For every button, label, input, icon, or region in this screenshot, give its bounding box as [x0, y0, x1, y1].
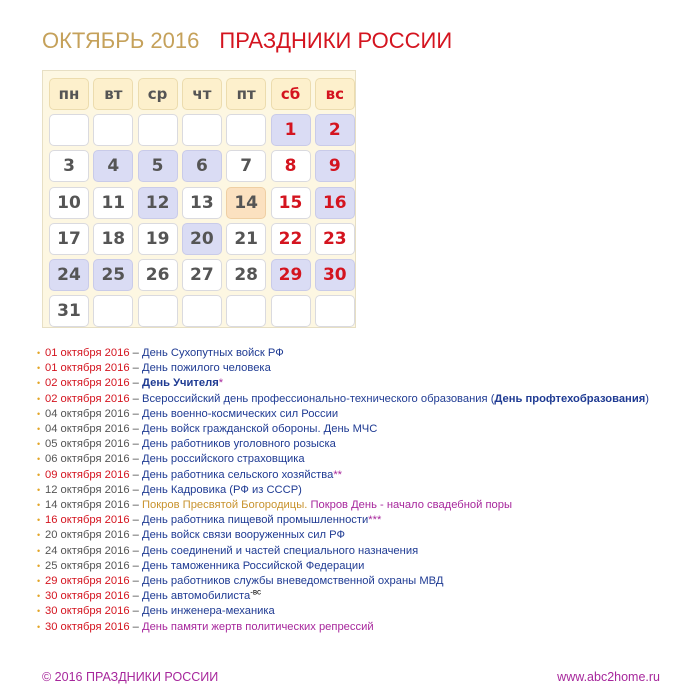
holiday-date: 02 октября 2016 — [45, 377, 130, 390]
holiday-date: 05 октября 2016 — [45, 438, 130, 451]
bullet-icon: • — [37, 348, 41, 358]
separator-dash: – — [132, 483, 139, 496]
calendar-day[interactable]: 3 — [49, 150, 89, 182]
separator-dash: – — [132, 407, 139, 420]
footer-copyright: © 2016 ПРАЗДНИКИ РОССИИ — [42, 670, 219, 684]
list-item — [37, 559, 677, 574]
holiday-date: 02 октября 2016 — [45, 392, 130, 405]
holiday-date: 25 октября 2016 — [45, 559, 130, 572]
calendar-grid — [42, 70, 356, 328]
holiday-date: 30 октября 2016 — [45, 605, 130, 618]
bullet-icon: • — [37, 378, 41, 389]
holiday-name: День российского страховщика — [142, 453, 305, 466]
calendar-empty-cell — [226, 114, 266, 146]
bullet-icon: • — [37, 621, 41, 632]
weekday-header: пн — [49, 78, 89, 110]
bullet-icon: • — [37, 606, 41, 617]
weekday-header: ср — [138, 78, 178, 110]
list-item — [37, 452, 677, 467]
calendar-day[interactable]: 4 — [93, 150, 133, 182]
calendar-day[interactable]: 8 — [271, 150, 311, 182]
bullet-icon: • — [37, 530, 41, 541]
calendar-day[interactable]: 20 — [182, 223, 222, 255]
calendar-day[interactable]: 16 — [315, 187, 355, 219]
holiday-name: День войск связи вооруженных сил РФ — [142, 529, 345, 542]
holiday-name: * — [218, 377, 224, 390]
bullet-icon: • — [37, 591, 41, 602]
calendar-day[interactable]: 29 — [271, 259, 311, 291]
holiday-name: День памяти жертв политических репрессий — [142, 620, 374, 633]
separator-dash: – — [132, 423, 139, 436]
list-item — [37, 376, 677, 391]
calendar-day[interactable]: 31 — [49, 295, 89, 327]
calendar-day[interactable]: 27 — [182, 259, 222, 291]
footer-site-link[interactable]: www.abc2home.ru — [557, 670, 660, 684]
calendar-empty-cell — [93, 114, 133, 146]
holiday-date: 12 октября 2016 — [45, 483, 130, 496]
list-item — [37, 544, 677, 559]
calendar-day[interactable]: 24 — [49, 259, 89, 291]
list-item — [37, 483, 677, 498]
holiday-name: День профтехобразования — [494, 392, 646, 405]
holiday-name: День автомобилиста — [142, 590, 251, 603]
holiday-list — [37, 346, 677, 635]
list-item — [37, 589, 677, 604]
holiday-date: 09 октября 2016 — [45, 468, 130, 481]
holiday-name: Всероссийский день профессионально-технического образования ( — [142, 392, 495, 405]
bullet-icon: • — [37, 484, 41, 495]
bullet-icon: • — [37, 469, 41, 480]
calendar-day[interactable]: 2 — [315, 114, 355, 146]
holiday-date: 06 октября 2016 — [45, 453, 130, 466]
holiday-date: 24 октября 2016 — [45, 544, 130, 557]
holiday-date: 04 октября 2016 — [45, 423, 130, 436]
calendar-empty-cell — [315, 295, 355, 327]
holiday-date: 16 октября 2016 — [45, 514, 130, 527]
holiday-name: День военно-космических сил России — [142, 407, 339, 420]
calendar-day[interactable]: 12 — [138, 187, 178, 219]
calendar-empty-cell — [182, 295, 222, 327]
weekday-header: чт — [182, 78, 222, 110]
holiday-name: ) — [645, 392, 649, 405]
calendar-day[interactable]: 10 — [49, 187, 89, 219]
calendar-empty-cell — [49, 114, 89, 146]
list-item — [37, 528, 677, 543]
separator-dash: – — [132, 544, 139, 557]
list-item — [37, 513, 677, 528]
list-item — [37, 407, 677, 422]
weekday-header: вт — [93, 78, 133, 110]
holiday-name: День таможенника Российской Федерации — [142, 559, 365, 572]
holiday-name: День Учителя — [142, 377, 219, 390]
list-item — [37, 437, 677, 452]
holiday-date: 30 октября 2016 — [45, 590, 130, 603]
separator-dash: – — [132, 438, 139, 451]
calendar-day[interactable]: 25 — [93, 259, 133, 291]
separator-dash: – — [132, 453, 139, 466]
calendar-day[interactable]: 15 — [271, 187, 311, 219]
holiday-name: День работников уголовного розыска — [142, 438, 336, 451]
bullet-icon: • — [37, 576, 41, 587]
holiday-date: 01 октября 2016 — [45, 362, 130, 375]
bullet-icon: • — [37, 439, 41, 450]
holiday-name: День инженера-механика — [142, 605, 275, 618]
holiday-name: -вс — [250, 587, 262, 597]
separator-dash: – — [132, 514, 139, 527]
list-item — [37, 574, 677, 589]
calendar-empty-cell — [138, 295, 178, 327]
separator-dash: – — [132, 529, 139, 542]
calendar-empty-cell — [182, 114, 222, 146]
calendar-day[interactable]: 30 — [315, 259, 355, 291]
list-item — [37, 392, 677, 407]
holiday-name: День Сухопутных войск РФ — [142, 347, 284, 359]
separator-dash: – — [132, 347, 139, 359]
bullet-icon: • — [37, 363, 41, 374]
holiday-name: День соединений и частей специального назначения — [142, 544, 419, 557]
holidays-title: ПРАЗДНИКИ РОССИИ — [219, 28, 453, 53]
holiday-name: День Кадровика (РФ из СССР) — [142, 483, 302, 496]
separator-dash: – — [132, 575, 139, 588]
page-title — [42, 28, 452, 54]
calendar-day[interactable]: 26 — [138, 259, 178, 291]
bullet-icon: • — [37, 545, 41, 556]
holiday-name: День работников службы вневедомственной охраны МВД — [142, 575, 444, 588]
calendar-day[interactable]: 5 — [138, 150, 178, 182]
calendar-day[interactable]: 6 — [182, 150, 222, 182]
calendar-day[interactable]: 7 — [226, 150, 266, 182]
calendar-day[interactable]: 17 — [49, 223, 89, 255]
weekday-header: пт — [226, 78, 266, 110]
calendar-empty-cell — [138, 114, 178, 146]
list-item — [37, 468, 677, 483]
holiday-date: 30 октября 2016 — [45, 620, 130, 633]
calendar-day[interactable]: 19 — [138, 223, 178, 255]
separator-dash: – — [132, 620, 139, 633]
calendar-empty-cell — [226, 295, 266, 327]
calendar-day[interactable]: 22 — [271, 223, 311, 255]
holiday-date: 04 октября 2016 — [45, 407, 130, 420]
calendar-day[interactable]: 28 — [226, 259, 266, 291]
bullet-icon: • — [37, 408, 41, 419]
calendar-empty-cell — [271, 295, 311, 327]
calendar-day[interactable]: 18 — [93, 223, 133, 255]
calendar-day[interactable]: 21 — [226, 223, 266, 255]
holiday-name: Покров День - начало свадебной поры — [307, 499, 513, 512]
list-item — [37, 422, 677, 437]
holiday-name: Покров Пресвятой Богородицы. — [142, 499, 308, 512]
weekday-header: сб — [271, 78, 311, 110]
bullet-icon: • — [37, 424, 41, 435]
calendar-day[interactable]: 23 — [315, 223, 355, 255]
separator-dash: – — [132, 605, 139, 618]
calendar-empty-cell — [93, 295, 133, 327]
holiday-name: День пожилого человека — [142, 362, 271, 375]
holiday-date: 14 октября 2016 — [45, 499, 130, 512]
calendar-day[interactable]: 14 — [226, 187, 266, 219]
separator-dash: – — [132, 392, 139, 405]
holiday-name: *** — [368, 514, 382, 527]
bullet-icon: • — [37, 393, 41, 404]
separator-dash: – — [132, 468, 139, 481]
weekday-header: вс — [315, 78, 355, 110]
holiday-date: 29 октября 2016 — [45, 575, 130, 588]
holiday-name: День работника сельского хозяйства — [142, 468, 334, 481]
separator-dash: – — [132, 362, 139, 375]
list-item — [37, 620, 677, 635]
bullet-icon: • — [37, 500, 41, 511]
calendar-day[interactable]: 1 — [271, 114, 311, 146]
calendar-day[interactable]: 9 — [315, 150, 355, 182]
holiday-date: 01 октября 2016 — [45, 347, 130, 359]
bullet-icon: • — [37, 560, 41, 571]
bullet-icon: • — [37, 454, 41, 465]
calendar-day[interactable]: 11 — [93, 187, 133, 219]
list-item — [37, 498, 677, 513]
bullet-icon: • — [37, 515, 41, 526]
holiday-date: 20 октября 2016 — [45, 529, 130, 542]
separator-dash: – — [132, 559, 139, 572]
holiday-name: ** — [333, 468, 343, 481]
separator-dash: – — [132, 590, 139, 603]
holiday-name: День работника пищевой промышленности — [142, 514, 369, 527]
separator-dash: – — [132, 377, 139, 390]
list-item — [37, 604, 677, 619]
month-title: ОКТЯБРЬ 2016 — [42, 28, 200, 53]
calendar-day[interactable]: 13 — [182, 187, 222, 219]
list-item — [37, 361, 677, 376]
list-item — [37, 346, 677, 361]
holiday-name: День войск гражданской обороны. День МЧС — [142, 423, 378, 436]
separator-dash: – — [132, 499, 139, 512]
